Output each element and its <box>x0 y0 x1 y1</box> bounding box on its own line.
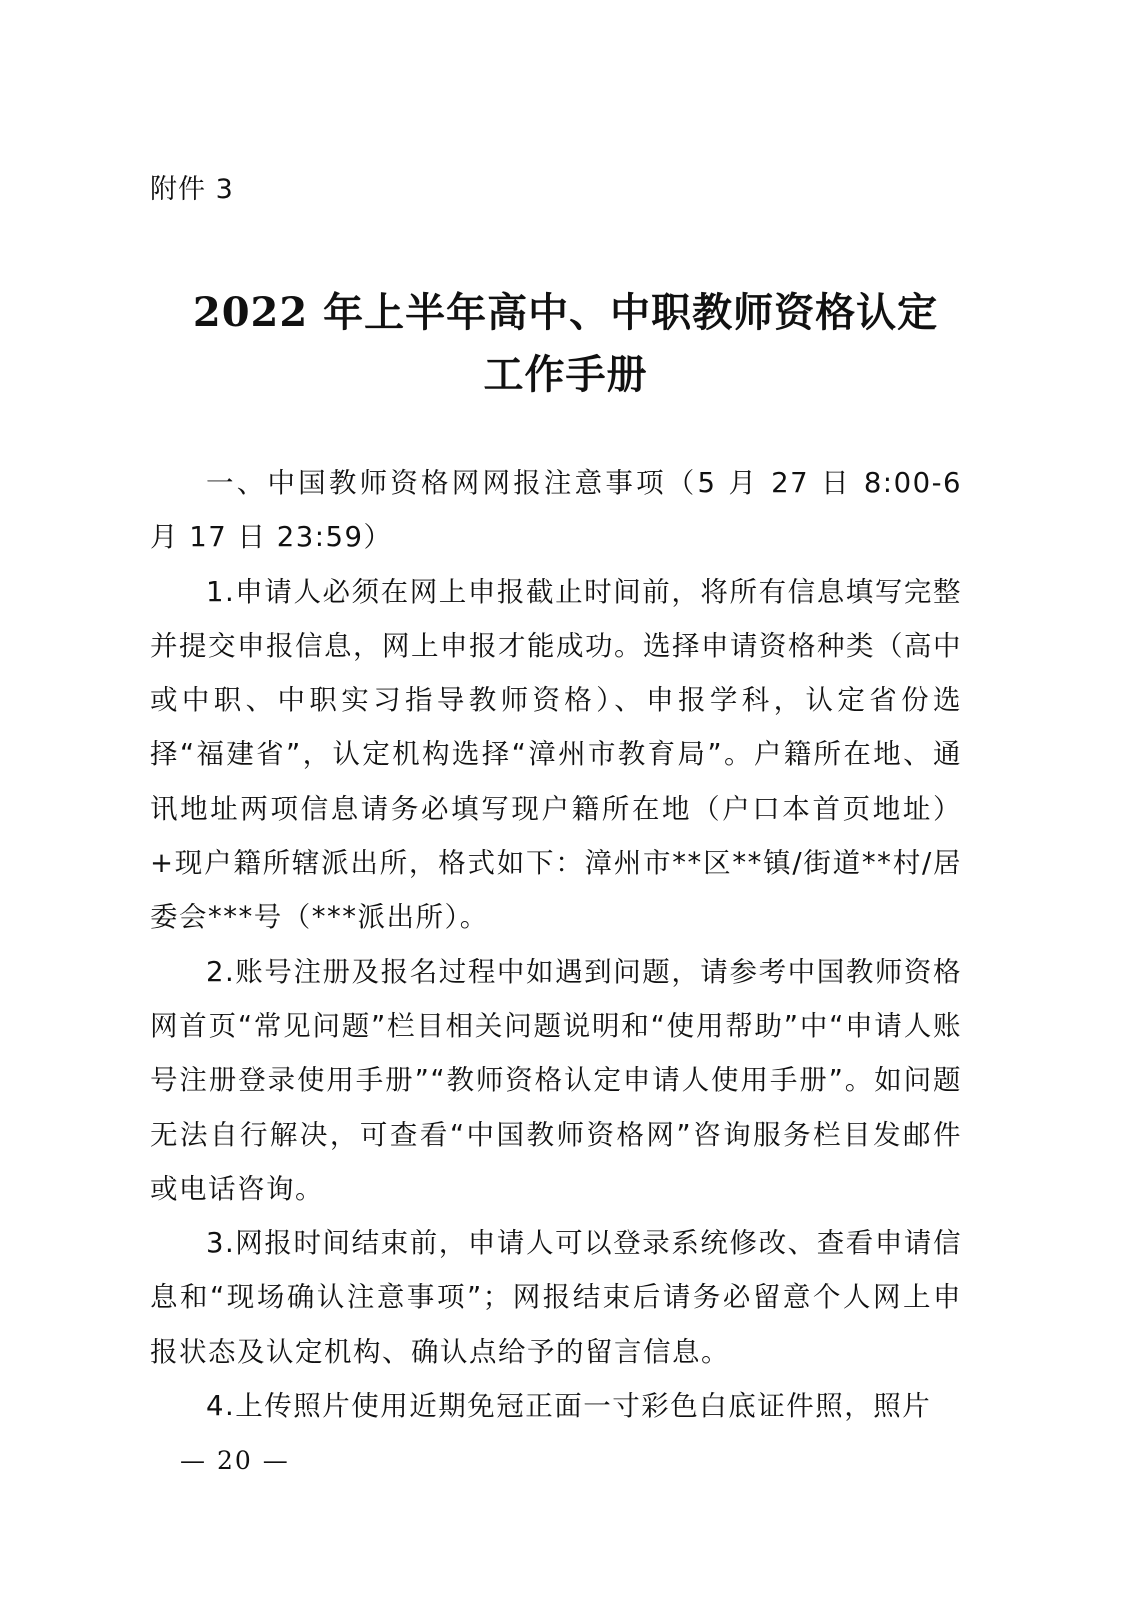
paragraph-item-1: 1.申请人必须在网上申报截止时间前，将所有信息填写完整并提交申报信息，网上申报才能成功。选择申请资格种类（高中或中职、中职实习指导教师资格）、申报学科，认定省份选择“福建省”，认定机构选择“漳州市教育局”。户籍所在地、通讯地址两项信息请务必填写现户籍所在地（户口本首页地址）+现户籍所辖派出所，格式如下：漳州市**区**镇/街道**村/居委会***号（***派出所）。 <box>150 575 962 934</box>
section-heading: 一、中国教师资格网网报注意事项（5 月 27 日 8:00-6 月 17 日 23:59） <box>150 467 962 554</box>
page-number: — 20 — <box>180 1446 290 1475</box>
paragraph-item-3: 3.网报时间结束前，申请人可以登录系统修改、查看申请信息和“现场确认注意事项”；网报结束后请务必留意个人网上申报状态及认定机构、确认点给予的留言信息。 <box>150 1227 962 1368</box>
paragraph-item-4: 4.上传照片使用近期免冠正面一寸彩色白底证件照，照片 <box>206 1390 932 1423</box>
title-line-1: 2022 年上半年高中、中职教师资格认定 <box>192 289 939 336</box>
paragraph-item-2: 2.账号注册及报名过程中如遇到问题，请参考中国教师资格网首页“常见问题”栏目相关问题说明和“使用帮助”中“申请人账号注册登录使用手册”“教师资格认定申请人使用手册”。如问题无法自行解决，可查看“中国教师资格网”咨询服务栏目发邮件或电话咨询。 <box>150 955 962 1205</box>
attachment-label: 附件 3 <box>150 174 234 205</box>
document-body <box>150 456 962 1433</box>
title-line-2: 工作手册 <box>483 351 648 398</box>
document-title <box>0 282 1131 406</box>
